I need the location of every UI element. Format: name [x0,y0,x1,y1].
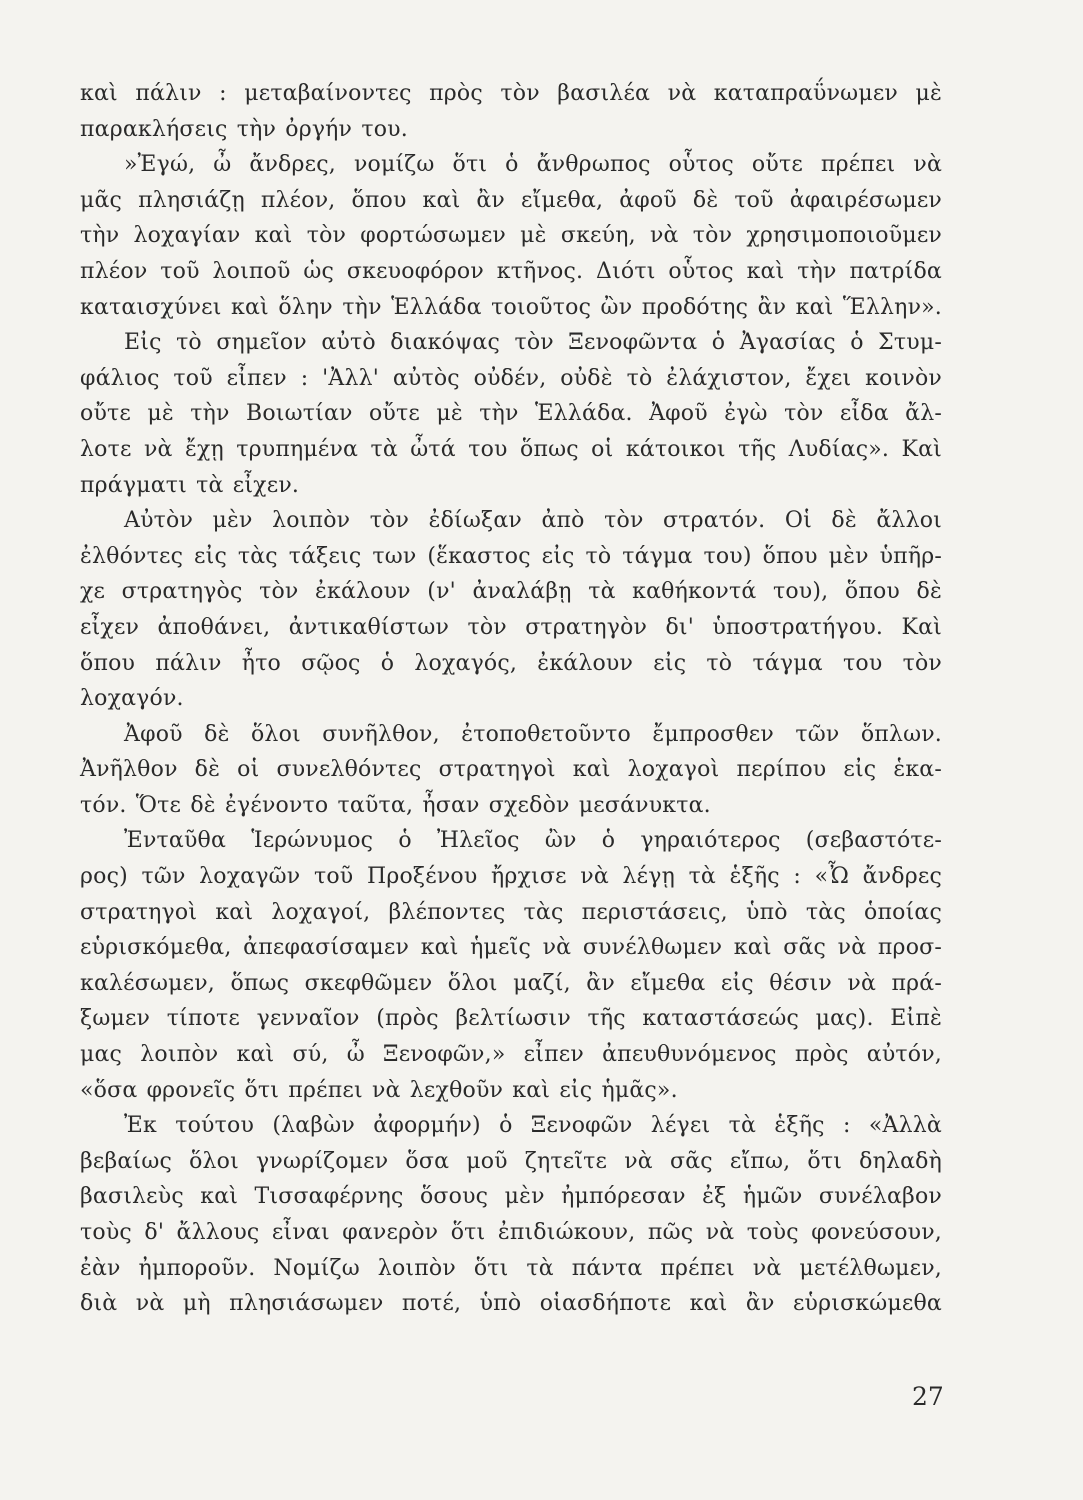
text-line: λοτε νὰ ἔχῃ τρυπημένα τὰ ὦτά του ὅπως οἱ κάτοικοι τῆς Λυδίας». Καὶ [80,436,942,462]
text-line: πλέον τοῦ λοιποῦ ὡς σκευοφόρον κτῆνος. Διότι οὗτος καὶ τὴν πατρίδα [80,258,942,284]
text-line: τοὺς δ' ἄλλους εἶναι φανερὸν ὅτι ἐπιδιώκουν, πῶς νὰ τοὺς φονεύσουν, [80,1220,942,1245]
text-line: φάλιος τοῦ εἶπεν : 'Ἀλλ' αὐτὸς οὐδέν, οὐδὲ τὸ ἐλάχιστον, ἔχει κοινὸν [80,365,942,391]
text-line: Ἀνῆλθον δὲ οἱ συνελθόντες στρατηγοὶ καὶ λοχαγοὶ περίπου εἰς ἑκα- [80,757,942,783]
text-line: ἐλθόντες εἰς τὰς τάξεις των (ἕκαστος εἰς τὸ τάγμα του) ὅπου μὲν ὑπῆρ- [80,543,942,569]
text-line: Ἀφοῦ δὲ ὅλοι συνῆλθον, ἐτοποθετοῦντο ἔμπροσθεν τῶν ὅπλων. [124,721,942,747]
text-line: χε στρατηγὸς τὸν ἐκάλουν (ν' ἀναλάβῃ τὰ καθήκοντά του), ὅπου δὲ [80,579,942,605]
text-line: ἐὰν ἠμποροῦν. Νομίζω λοιπὸν ὅτι τὰ πάντα πρέπει νὰ μετέλθωμεν, [80,1255,942,1281]
text-line: στρατηγοὶ καὶ λοχαγοί, βλέποντες τὰς περιστάσεις, ὑπὸ τὰς ὁποίας [80,899,942,925]
text-line: Ἐνταῦθα Ἱερώνυμος ὁ Ἠλεῖος ὢν ὁ γηραιότερος (σεβαστότε- [124,828,942,854]
text-line: βασιλεὺς καὶ Τισσαφέρνης ὅσους μὲν ἠμπόρεσαν ἐξ ἡμῶν συνέλαβον [80,1184,942,1210]
body-text [80,76,942,1322]
page-number: 27 [912,1382,944,1411]
text-line: καλέσωμεν, ὅπως σκεφθῶμεν ὅλοι μαζί, ἂν εἴμεθα εἰς θέσιν νὰ πρά- [80,970,942,996]
text-line: εὑρισκόμεθα, ἀπεφασίσαμεν καὶ ἡμεῖς νὰ συνέλθωμεν καὶ σᾶς νὰ προσ- [80,935,942,961]
text-line: οὔτε μὲ τὴν Βοιωτίαν οὔτε μὲ τὴν Ἑλλάδα. Ἀφοῦ ἐγὼ τὸν εἶδα ἄλ- [80,401,942,427]
text-line: ρος) τῶν λοχαγῶν τοῦ Προξένου ἤρχισε νὰ λέγῃ τὰ ἑξῆς : «Ὦ ἄνδρες [80,864,942,890]
text-line: ὅπου πάλιν ἦτο σῷος ὁ λοχαγός, ἐκάλουν εἰς τὸ τάγμα του τὸν [80,650,942,676]
text-line: Εἰς τὸ σημεῖον αὐτὸ διακόψας τὸν Ξενοφῶντα ὁ Ἀγασίας ὁ Στυμ- [124,330,942,356]
text-line: πράγματι τὰ εἶχεν. [80,472,300,498]
text-line: μᾶς πλησιάζῃ πλέον, ὅπου καὶ ἂν εἴμεθα, ἀφοῦ δὲ τοῦ ἀφαιρέσωμεν [80,187,942,213]
text-line: βεβαίως ὅλοι γνωρίζομεν ὅσα μοῦ ζητεῖτε νὰ σᾶς εἴπω, ὅτι δηλαδὴ [80,1148,942,1174]
text-line: «ὅσα φρονεῖς ὅτι πρέπει νὰ λεχθοῦν καὶ εἰς ἡμᾶς». [80,1077,678,1103]
text-line: »Ἐγώ, ὦ ἄνδρες, νομίζω ὅτι ὁ ἄνθρωπος οὗτος οὔτε πρέπει νὰ [124,152,942,178]
text-line: μας λοιπὸν καὶ σύ, ὦ Ξενοφῶν,» εἶπεν ἀπευθυνόμενος πρὸς αὐτόν, [80,1042,942,1068]
text-line: εἶχεν ἀποθάνει, ἀντικαθίστων τὸν στρατηγὸν δι' ὑποστρατήγου. Καὶ [80,614,942,640]
text-line: καταισχύνει καὶ ὅλην τὴν Ἑλλάδα τοιοῦτος ὢν προδότης ἂν καὶ Ἕλλην». [80,294,942,320]
text-line: παρακλήσεις τὴν ὀργήν του. [80,116,408,142]
text-line: Ἐκ τούτου (λαβὼν ἀφορμήν) ὁ Ξενοφῶν λέγει τὰ ἑξῆς : «Ἀλλὰ [124,1113,942,1139]
text-line: Αὐτὸν μὲν λοιπὸν τὸν ἐδίωξαν ἀπὸ τὸν στρατόν. Οἱ δὲ ἄλλοι [124,508,942,534]
text-line: τὴν λοχαγίαν καὶ τὸν φορτώσωμεν μὲ σκεύη, νὰ τὸν χρησιμοποιοῦμεν [80,223,942,249]
text-line: λοχαγόν. [80,686,184,712]
text-line: διὰ νὰ μὴ πλησιάσωμεν ποτέ, ὑπὸ οἱασδήποτε καὶ ἂν εὑρισκώμεθα [80,1291,942,1317]
text-line: καὶ πάλιν : μεταβαίνοντες πρὸς τὸν βασιλέα νὰ καταπραΰνωμεν μὲ [80,81,942,106]
text-line: ξωμεν τίποτε γενναῖον (πρὸς βελτίωσιν τῆς καταστάσεώς μας). Εἰπὲ [80,1006,942,1032]
text-line: τόν. Ὅτε δὲ ἐγένοντο ταῦτα, ἦσαν σχεδὸν μεσάνυκτα. [80,792,711,818]
